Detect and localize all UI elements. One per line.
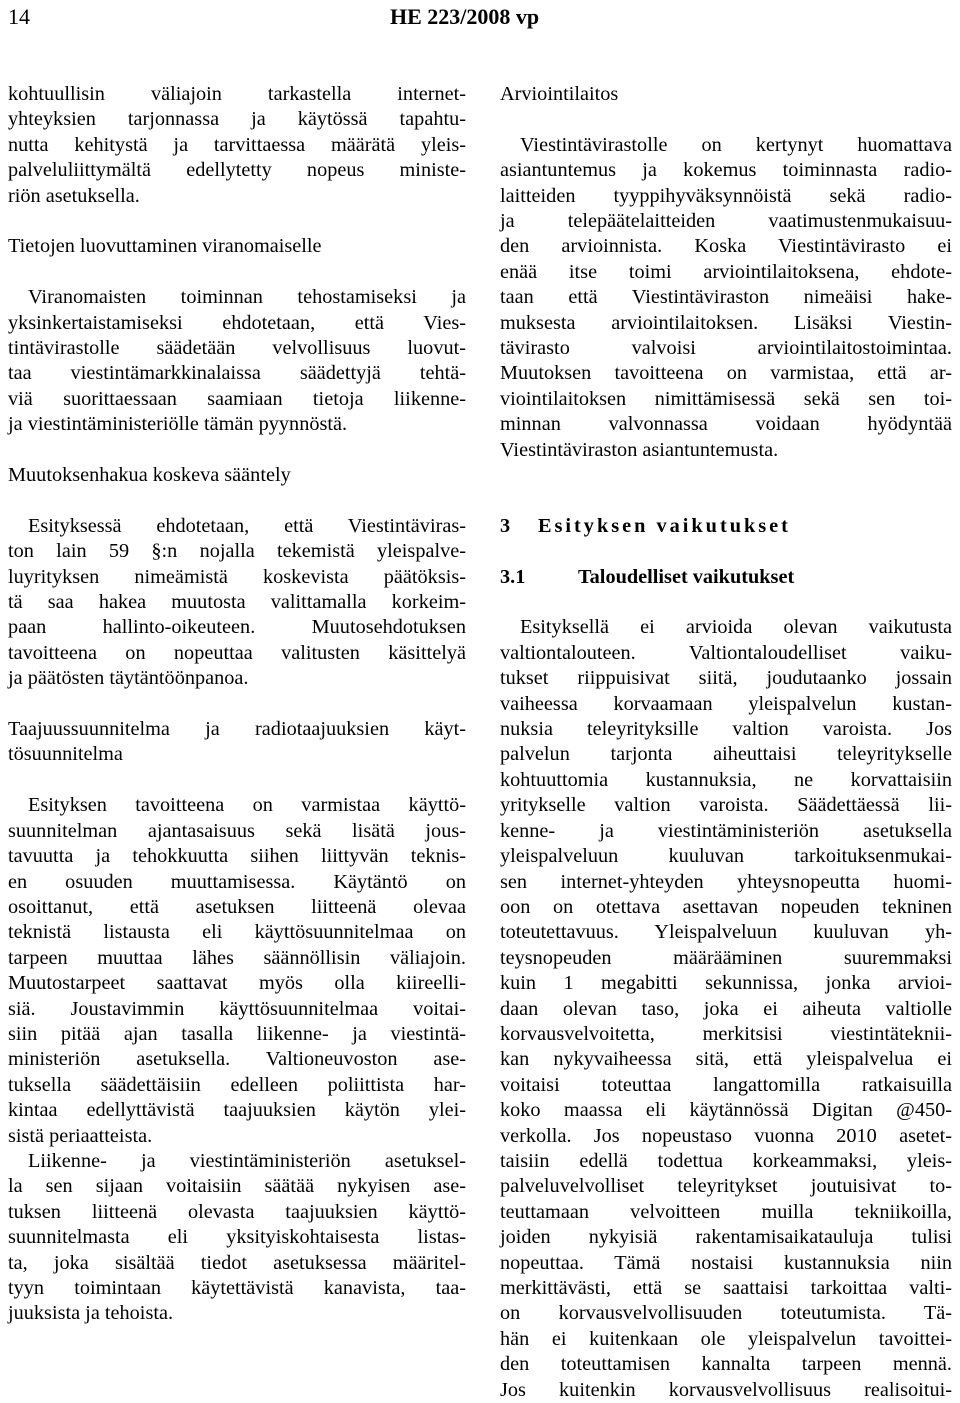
section-heading [500, 514, 952, 539]
paragraph-taajuussuunnitelma [8, 793, 466, 1149]
subheading-muutoksenhaku: Muutoksenhakua koskeva sääntely [8, 464, 291, 487]
text-line: merkittävästi, että se saattaisi tarkoittaa valti- [500, 1277, 952, 1300]
text-line: teuttamaan velvoitteen muilla tekniikoilla, [500, 1200, 952, 1223]
text-line: kintaa edellyttävistä taajuuksien käytön ylei- [8, 1099, 466, 1122]
text-line: den arvioinnista. Koska Viestintävirasto ei [500, 235, 952, 258]
text-line: oon on otettava asettavan nopeuden tekninen [500, 895, 952, 918]
text-line: yritykselle valtion varoista. Säädettäessä lii- [500, 794, 952, 817]
text-line: hän ei kuitenkaan ole yleispalvelun tavoittei- [500, 1327, 952, 1350]
text-line: sistä periaatteista. [8, 1124, 153, 1147]
text-line: kenne- ja viestintäministeriön asetuksella [500, 819, 952, 842]
text-line: yhteyksien tarjonnassa ja käytössä tapahtu- [8, 108, 466, 131]
subsection-heading [500, 565, 952, 590]
text-line: kan nykyvaiheessa sitä, että yleispalvelua ei [500, 1048, 952, 1071]
text-line: en osuuden muuttamisessa. Käytäntö on [8, 870, 466, 893]
text-line: valtiontalouteen. Valtiontaloudelliset vaiku- [500, 641, 952, 664]
text-line: tarpeen muuttaa lähes säännöllisin väliajoin. [8, 946, 466, 969]
text-line: koko maassa eli käytännössä Digitan @450- [500, 1099, 952, 1122]
text-line: enää itse toimi arviointilaitoksena, ehdote- [500, 260, 952, 283]
text-line: tävirasto valvoisi arviointilaitostoimintaa. [500, 337, 952, 360]
text-line: sen internet-yhteyden yhteysnopeutta huomi- [500, 870, 952, 893]
text-line: tyyn toimintaan käytettävistä kanavista, taa- [8, 1277, 466, 1299]
text-line: ja viestintäministeriölle tämän pyynnöstä. [8, 413, 348, 436]
text-line: muksesta arviointilaitoksen. Lisäksi Viestin- [500, 311, 952, 334]
text-line: palvelun tarjonta aiheuttaisi teleyritykselle [500, 743, 952, 766]
text-line: Liikenne- ja viestintäministeriön asetuksel- [28, 1149, 466, 1172]
page-number: 14 [8, 4, 30, 29]
text-line: siin pitää ajan tasalla liikenne- ja viestintä- [8, 1022, 466, 1045]
text-line: luyrityksen nimeämistä koskevista päätöksis- [8, 565, 466, 588]
text-line: minnan valvonnassa voidaan hyödyntää [500, 413, 952, 436]
document-id: HE 223/2008 vp [390, 4, 540, 29]
text-line: taan että Viestintäviraston nimeäisi hake- [500, 286, 952, 309]
subheading-arviointilaitos: Arviointilaitos [500, 83, 619, 105]
text-line: yksinkertaistamiseksi ehdotetaan, että Vies- [8, 311, 466, 334]
subsection-number: 3.1 [500, 565, 526, 588]
text-line: suunnitelman ajantasaisuus sekä lisätä jous- [8, 819, 466, 842]
text-line: la sen sijaan voitaisiin säätää nykyisen ase- [8, 1175, 466, 1198]
text-line: tavuutta ja tehokkuutta siihen liittyvän teknis- [8, 845, 466, 868]
text-line: verkolla. Jos nopeustaso vuonna 2010 asetet- [500, 1124, 952, 1147]
paragraph-taloudelliset-vaikutukset [500, 615, 952, 1403]
text-line: viointilaitoksen nimittämisessä sekä sen toi- [500, 387, 952, 410]
right-column [500, 82, 952, 1403]
text-line: ta, joka sisältää tiedot asetuksessa määritel- [8, 1251, 466, 1274]
text-line: siä. Joustavimmin käyttösuunnitelmaa voitai- [8, 997, 466, 1020]
paragraph-tietojen-luovuttaminen [8, 285, 466, 437]
text-line: daan olevan taso, joka ei aiheuta valtiolle [500, 997, 952, 1020]
text-line: paan hallinto-oikeuteen. Muutosehdotuksen [8, 616, 466, 639]
text-line: palveluvelvolliset teleyritykset joutuisivat to- [500, 1175, 952, 1198]
text-line: tuksen liitteenä olevasta taajuuksien käyttö- [8, 1200, 466, 1223]
text-line: suunnitelmasta eli yksityiskohtaisesta listas- [8, 1226, 466, 1249]
text-line: ja päätösten täytäntöönpanoa. [8, 667, 249, 690]
subheading-tietojen-luovuttaminen: Tietojen luovuttaminen viranomaiselle [8, 235, 322, 258]
text-line: kuin 1 megabitti sekunnissa, jonka arvioi- [500, 972, 952, 995]
text-line: kohtuullisin väliajoin tarkastella internet- [8, 83, 466, 105]
text-line: on korvausvelvollisuuden toteutumista. Tä- [500, 1302, 952, 1325]
text-line: tösuunnitelma [8, 743, 123, 766]
page-header [0, 0, 960, 34]
text-line: taa viestintämarkkinalaissa säädettyjä tehtä- [8, 362, 466, 385]
text-line: nutta kehitystä ja tarvittaessa määrätä yleis- [8, 133, 466, 156]
text-line: Viestintäviraston asiantuntemusta. [500, 438, 779, 461]
paragraph-arviointilaitos [500, 133, 952, 463]
text-line: Muutoksen tavoitteena on varmistaa, että ar- [500, 362, 952, 385]
subheading-taajuussuunnitelma [8, 717, 466, 768]
text-line: taisiin edellä todettua korkeammaksi, yleis- [500, 1149, 952, 1172]
intro-paragraph [8, 82, 466, 209]
text-line: tä saa hakea muutosta valittamalla korkeim- [8, 591, 466, 614]
text-line: toteutettavuus. Yleispalveluun kuuluvan yh- [500, 921, 952, 944]
text-line: palveluliittymältä edellytetty nopeus ministe- [8, 159, 466, 182]
text-line: nopeuttaa. Tämä nostaisi kustannuksia niin [500, 1251, 952, 1274]
text-line: korvausvelvoitetta, merkitsisi viestintäteknii- [500, 1022, 952, 1045]
text-line: Esityksessä ehdotetaan, että Viestintäviras- [28, 514, 466, 537]
text-line: tukset riippuisivat siitä, joudutaanko jossain [500, 667, 952, 690]
paragraph-muutoksenhaku [8, 514, 466, 692]
text-line: nuksia teleyrityksille valtion varoista. Jos [500, 718, 952, 741]
text-line: juuksista ja tehoista. [8, 1302, 174, 1325]
text-line: tavoitteena on nopeuttaa valitusten käsittelyä [8, 641, 466, 664]
text-line: Viranomaisten toiminnan tehostamiseksi ja [28, 286, 466, 309]
left-column [8, 82, 466, 1327]
subsection-title: Taloudelliset vaikutukset [578, 565, 795, 588]
text-line: Esityksen tavoitteena on varmistaa käyttö- [28, 794, 466, 817]
text-line: vaiheessa korvaamaan yleispalvelun kustan- [500, 692, 952, 715]
text-line: riön asetuksella. [8, 184, 140, 207]
text-line: ton lain 59 §:n nojalla tekemistä yleispalve- [8, 540, 466, 563]
text-line: Esityksellä ei arvioida olevan vaikutusta [520, 616, 952, 639]
text-line: viä suorittaessaan saamiaan tietoja liikenne- [8, 387, 466, 410]
text-line: Muutostarpeet saattavat myös olla kiireelli- [8, 972, 466, 995]
text-line: laitteiden tyyppihyväksynnöistä sekä radio- [500, 184, 952, 207]
text-line: ministeriön asetuksella. Valtioneuvoston ase- [8, 1048, 466, 1071]
text-line: ja telepäätelaitteiden vaatimustenmukaisuu- [500, 210, 952, 233]
text-line: den toteuttamisen kannalta tarpeen mennä. [500, 1353, 952, 1376]
text-line: tuksella säädettäisiin edelleen poliittista har- [8, 1073, 466, 1096]
text-line: Jos kuitenkin korvausvelvollisuus realisoitui- [500, 1378, 952, 1401]
text-line: Taajuussuunnitelma ja radiotaajuuksien käyt- [8, 718, 466, 741]
text-line: osoittanut, että asetuksen liitteenä olevaa [8, 895, 466, 918]
section-number: 3 [500, 514, 511, 537]
text-line: tintävirastolle säädetään velvollisuus luovut- [8, 337, 466, 360]
text-line: teknistä listausta eli käyttösuunnitelmaa on [8, 921, 466, 944]
paragraph-liikenne-asetus [8, 1149, 466, 1327]
text-line: Viestintävirastolle on kertynyt huomattava [520, 133, 952, 156]
section-title: Esityksen vaikutukset [538, 514, 791, 537]
text-line: kohtuuttomia kustannuksia, ne korvattaisiin [500, 768, 952, 791]
text-line: teysnopeuden määrääminen suuremmaksi [500, 946, 952, 969]
text-line: joiden nykyisiä rakentamisaikatauluja tulisi [500, 1226, 952, 1249]
text-line: asiantuntemus ja kokemus toiminnasta radio- [500, 159, 952, 182]
text-line: voitaisi toteuttaa langattomilla ratkaisuilla [500, 1073, 952, 1096]
text-line: yleispalveluun kuuluvan tarkoituksenmukai- [500, 845, 952, 868]
